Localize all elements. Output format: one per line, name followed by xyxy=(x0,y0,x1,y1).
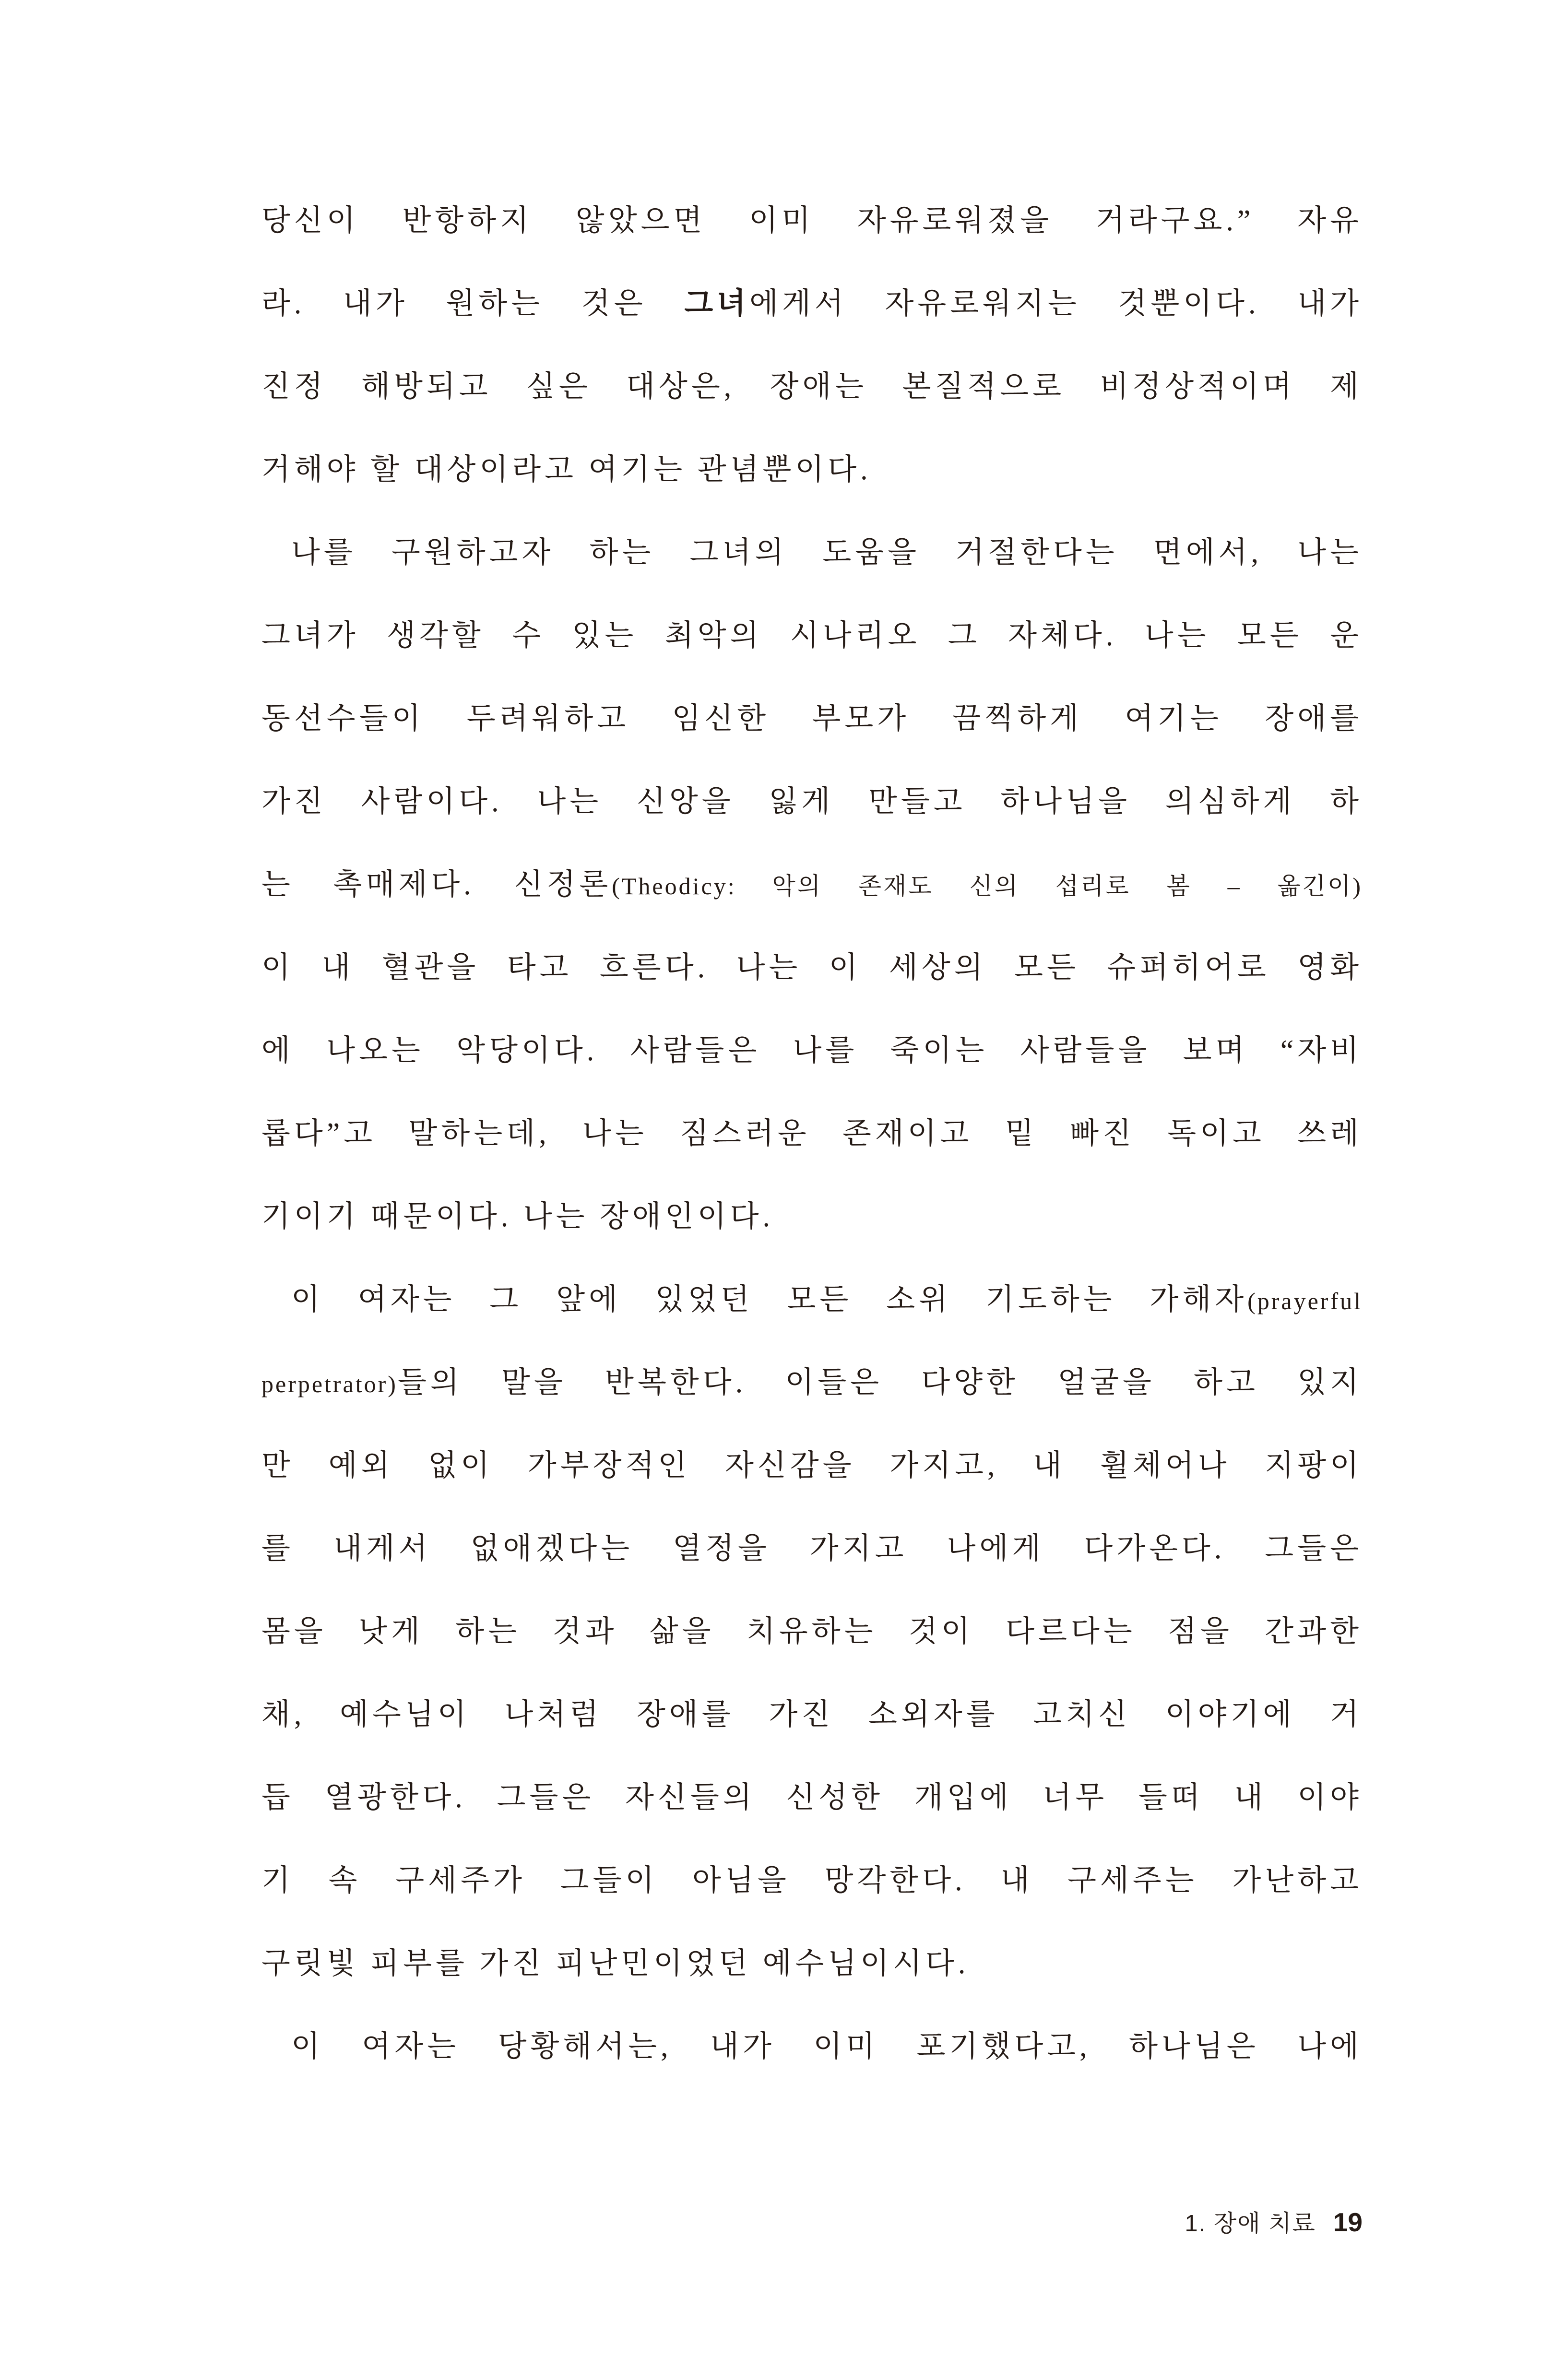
text-line xyxy=(261,345,1363,428)
body-text-segment: 라. 내가 원하는 것은 xyxy=(261,287,685,320)
body-text-segment: 에 나오는 악당이다. 사람들은 나를 죽이는 사람들을 보며 “자비 xyxy=(261,1034,1363,1067)
annotation-text: (prayerful xyxy=(1247,1288,1363,1314)
body-text-segment: 듭 열광한다. 그들은 자신들의 신성한 개입에 너무 들떠 내 이야 xyxy=(261,1781,1363,1814)
body-text-segment: 구릿빛 피부를 가진 피난민이었던 예수님이시다. xyxy=(261,1947,970,1980)
text-line xyxy=(261,428,1363,511)
text-line xyxy=(261,1009,1363,1092)
body-text-segment: 기이기 때문이다. 나는 장애인이다. xyxy=(261,1200,774,1233)
page-footer xyxy=(1185,2205,1363,2238)
body-text-segment: 동선수들이 두려워하고 임신한 부모가 끔찍하게 여기는 장애를 xyxy=(261,702,1363,735)
body-text-segment: 몸을 낫게 하는 것과 삶을 치유하는 것이 다르다는 점을 간과한 xyxy=(261,1615,1363,1648)
text-line xyxy=(261,677,1363,760)
body-text-segment: 는 촉매제다. 신정론 xyxy=(261,868,612,901)
body-text-segment: 들의 말을 반복한다. 이들은 다양한 얼굴을 하고 있지 xyxy=(397,1366,1363,1399)
text-line xyxy=(261,2005,1363,2088)
page-number: 19 xyxy=(1333,2207,1363,2237)
text-line xyxy=(261,1756,1363,1839)
text-line xyxy=(261,262,1363,345)
text-line xyxy=(261,1922,1363,2005)
body-text-segment: 이 여자는 당황해서는, 내가 이미 포기했다고, 하나님은 나에 xyxy=(291,2030,1363,2063)
text-line xyxy=(261,1590,1363,1673)
text-line xyxy=(261,179,1363,262)
text-line xyxy=(261,1507,1363,1590)
body-text-segment: 를 내게서 없애겠다는 열정을 가지고 나에게 다가온다. 그들은 xyxy=(261,1532,1363,1565)
running-section-label: 1. 장애 치료 xyxy=(1185,2211,1316,2237)
text-line xyxy=(261,511,1363,594)
body-text-segment: 거해야 할 대상이라고 여기는 관념뿐이다. xyxy=(261,453,872,486)
text-line xyxy=(261,1673,1363,1756)
body-text-segment: 가진 사람이다. 나는 신앙을 잃게 만들고 하나님을 의심하게 하 xyxy=(261,785,1363,818)
body-text-segment: 에게서 자유로워지는 것뿐이다. 내가 xyxy=(749,287,1363,320)
text-line xyxy=(261,843,1363,926)
text-line xyxy=(261,1092,1363,1175)
text-line xyxy=(261,1175,1363,1258)
body-text-segment: 기 속 구세주가 그들이 아님을 망각한다. 내 구세주는 가난하고 xyxy=(261,1864,1363,1897)
body-text-segment: 채, 예수님이 나처럼 장애를 가진 소외자를 고치신 이야기에 거 xyxy=(261,1698,1363,1731)
body-text-segment: 나를 구원하고자 하는 그녀의 도움을 거절한다는 면에서, 나는 xyxy=(291,536,1363,569)
text-line xyxy=(261,1258,1363,1341)
page-text xyxy=(261,179,1363,2088)
body-text-segment: 진정 해방되고 싶은 대상은, 장애는 본질적으로 비정상적이며 제 xyxy=(261,370,1363,403)
body-text-segment: 만 예외 없이 가부장적인 자신감을 가지고, 내 휠체어나 지팡이 xyxy=(261,1449,1363,1482)
body-text-segment: 당신이 반항하지 않았으면 이미 자유로워졌을 거라구요.” 자유 xyxy=(261,204,1363,237)
body-text-segment: 롭다”고 말하는데, 나는 짐스러운 존재이고 밑 빠진 독이고 쓰레 xyxy=(261,1117,1363,1150)
text-line xyxy=(261,926,1363,1009)
body-text-segment: 이 여자는 그 앞에 있었던 모든 소위 기도하는 가해자 xyxy=(291,1283,1248,1316)
annotation-text: (Theodicy: 악의 존재도 신의 섭리로 봄 – 옮긴이) xyxy=(612,873,1363,900)
text-line xyxy=(261,594,1363,677)
body-text-segment: 그녀가 생각할 수 있는 최악의 시나리오 그 자체다. 나는 모든 운 xyxy=(261,619,1363,652)
text-line xyxy=(261,1839,1363,1922)
text-line xyxy=(261,1424,1363,1507)
body-text-segment: 이 내 혈관을 타고 흐른다. 나는 이 세상의 모든 슈퍼히어로 영화 xyxy=(261,951,1363,984)
emphasized-text: 그녀 xyxy=(684,287,750,320)
annotation-text: perpetrator) xyxy=(261,1371,398,1397)
text-line xyxy=(261,1341,1363,1424)
text-line xyxy=(261,760,1363,843)
